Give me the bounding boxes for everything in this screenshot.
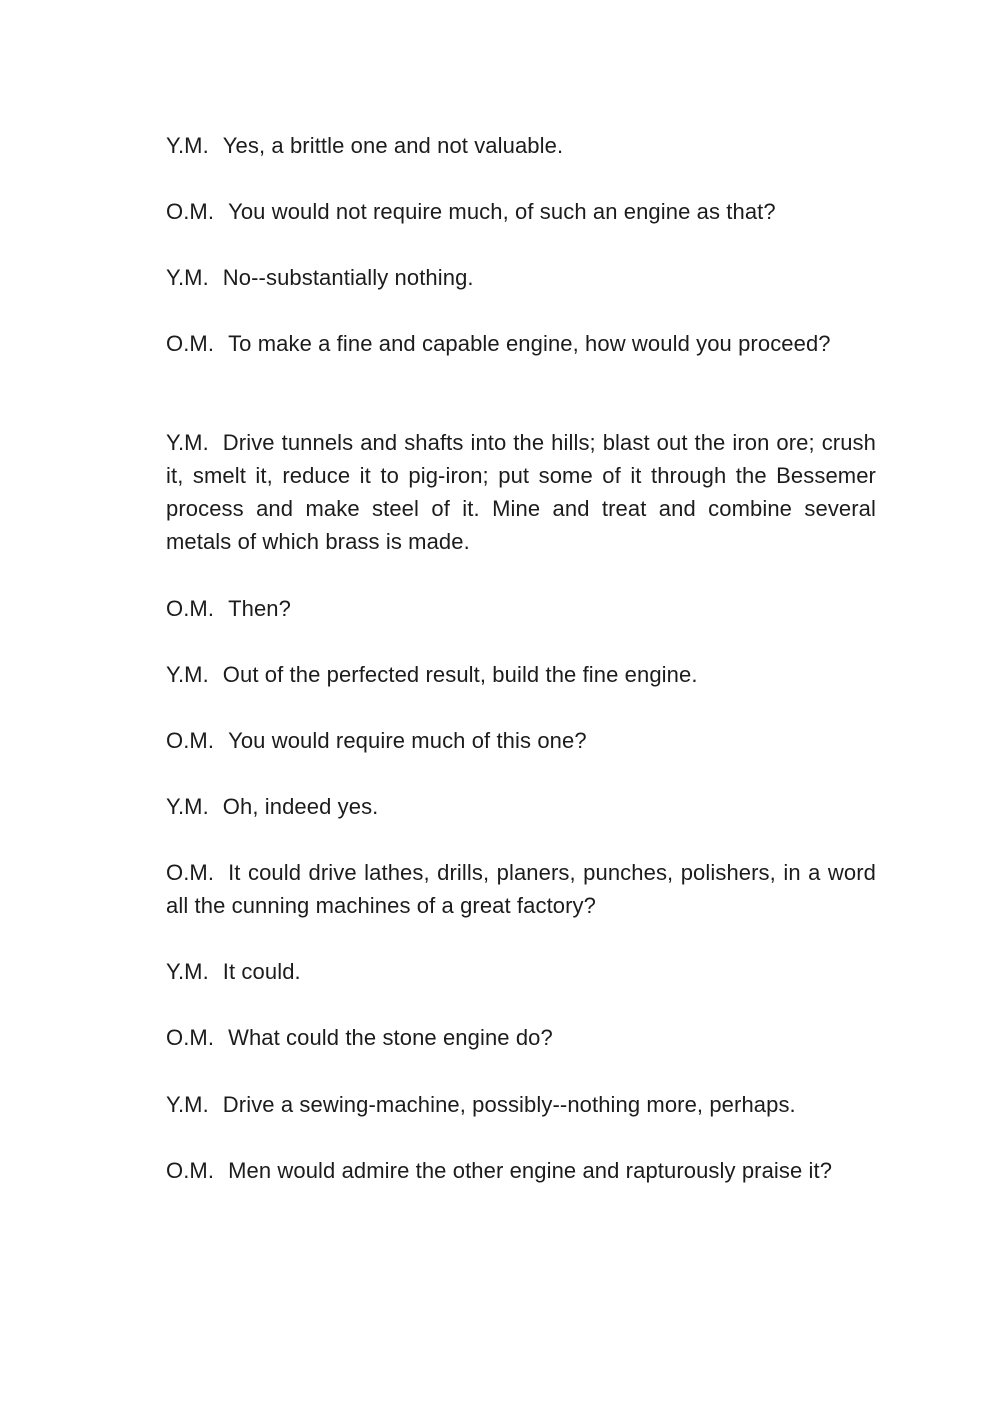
dialogue-text: Then? bbox=[228, 596, 291, 621]
dialogue-paragraph-3 bbox=[166, 261, 876, 294]
dialogue-paragraph-14 bbox=[166, 1154, 876, 1187]
speaker-label: Y.M. bbox=[166, 1092, 209, 1117]
speaker-label: O.M. bbox=[166, 199, 215, 224]
dialogue-text: What could the stone engine do? bbox=[228, 1025, 553, 1050]
dialogue-text: It could drive lathes, drills, planers, punches, polishers, in a word all the cunning machines of a great factory? bbox=[166, 860, 876, 918]
dialogue-text: Drive a sewing-machine, possibly--nothing more, perhaps. bbox=[222, 1092, 796, 1117]
speaker-label: Y.M. bbox=[166, 959, 209, 984]
speaker-label: Y.M. bbox=[166, 133, 209, 158]
dialogue-text: Men would admire the other engine and rapturously praise it? bbox=[228, 1158, 833, 1183]
speaker-label: Y.M. bbox=[166, 430, 209, 455]
dialogue-paragraph-13 bbox=[166, 1088, 876, 1121]
speaker-label: Y.M. bbox=[166, 794, 209, 819]
dialogue-text: Out of the perfected result, build the fine engine. bbox=[222, 662, 698, 687]
dialogue-text: No--substantially nothing. bbox=[222, 265, 474, 290]
speaker-label: Y.M. bbox=[166, 265, 209, 290]
speaker-label: O.M. bbox=[166, 728, 215, 753]
speaker-label: O.M. bbox=[166, 331, 215, 356]
dialogue-paragraph-7 bbox=[166, 658, 876, 691]
dialogue-text: It could. bbox=[222, 959, 301, 984]
dialogue-text: Oh, indeed yes. bbox=[222, 794, 379, 819]
dialogue-paragraph-5 bbox=[166, 426, 876, 558]
dialogue-paragraph-9 bbox=[166, 790, 876, 823]
dialogue-paragraph-8 bbox=[166, 724, 876, 757]
dialogue-text: You would not require much, of such an engine as that? bbox=[228, 199, 776, 224]
dialogue-text: Drive tunnels and shafts into the hills; blast out the iron ore; crush it, smelt it, reduce it to pig-iron; put some of it through the Bessemer process and make steel of it. Mine and treat and combine several metals of which brass is made. bbox=[166, 430, 876, 554]
speaker-label: O.M. bbox=[166, 860, 215, 885]
speaker-label: O.M. bbox=[166, 1158, 215, 1183]
dialogue-text: To make a fine and capable engine, how would you proceed? bbox=[228, 331, 831, 356]
dialogue-paragraph-2 bbox=[166, 195, 876, 228]
dialogue-paragraph-1 bbox=[166, 129, 876, 162]
speaker-label: Y.M. bbox=[166, 662, 209, 687]
dialogue-text: You would require much of this one? bbox=[228, 728, 587, 753]
dialogue-paragraph-10 bbox=[166, 856, 876, 922]
speaker-label: O.M. bbox=[166, 1025, 215, 1050]
dialogue-paragraph-12 bbox=[166, 1021, 876, 1054]
dialogue-paragraph-4 bbox=[166, 327, 876, 360]
dialogue-text: Yes, a brittle one and not valuable. bbox=[222, 133, 564, 158]
dialogue-paragraph-6 bbox=[166, 592, 876, 625]
speaker-label: O.M. bbox=[166, 596, 215, 621]
dialogue-paragraph-11 bbox=[166, 955, 876, 988]
